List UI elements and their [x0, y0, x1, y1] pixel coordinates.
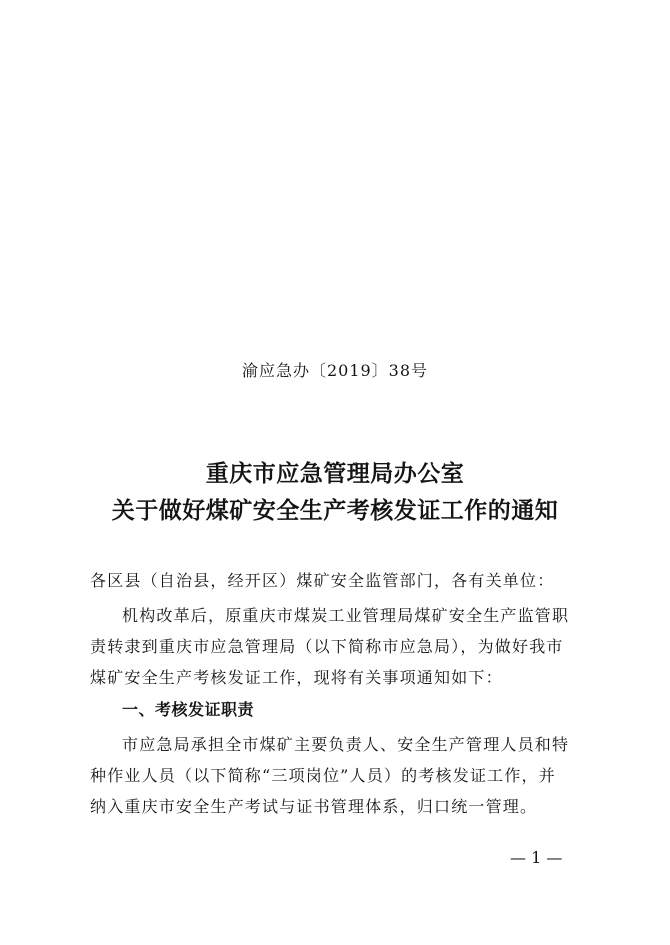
paragraph-2-line-3: 纳入重庆市安全生产考试与证书管理体系，归口统一管理。 [90, 797, 538, 816]
document-title-line-1: 重庆市应急管理局办公室 [205, 460, 465, 487]
page-number: — 1 — [510, 848, 563, 867]
document-number: 渝应急办〔2019〕38号 [241, 361, 429, 380]
paragraph-1-line-2: 责转隶到重庆市应急管理局（以下简称市应急局），为做好我市 [90, 637, 564, 656]
paragraph-2-line-1: 市应急局承担全市煤矿主要负责人、安全生产管理人员和特 [122, 735, 570, 754]
salutation: 各区县（自治县，经开区）煤矿安全监管部门，各有关单位： [90, 571, 555, 590]
paragraph-1-line-3: 煤矿安全生产考核发证工作，现将有关事项通知如下： [90, 668, 503, 687]
section-heading-1: 一、考核发证职责 [122, 700, 255, 719]
document-title-line-2: 关于做好煤矿安全生产考核发证工作的通知 [111, 497, 559, 524]
paragraph-2-line-2: 种作业人员（以下简称“三项岗位”人员）的考核发证工作，并 [90, 766, 556, 785]
paragraph-1-line-1: 机构改革后，原重庆市煤炭工业管理局煤矿安全生产监管职 [122, 606, 570, 625]
